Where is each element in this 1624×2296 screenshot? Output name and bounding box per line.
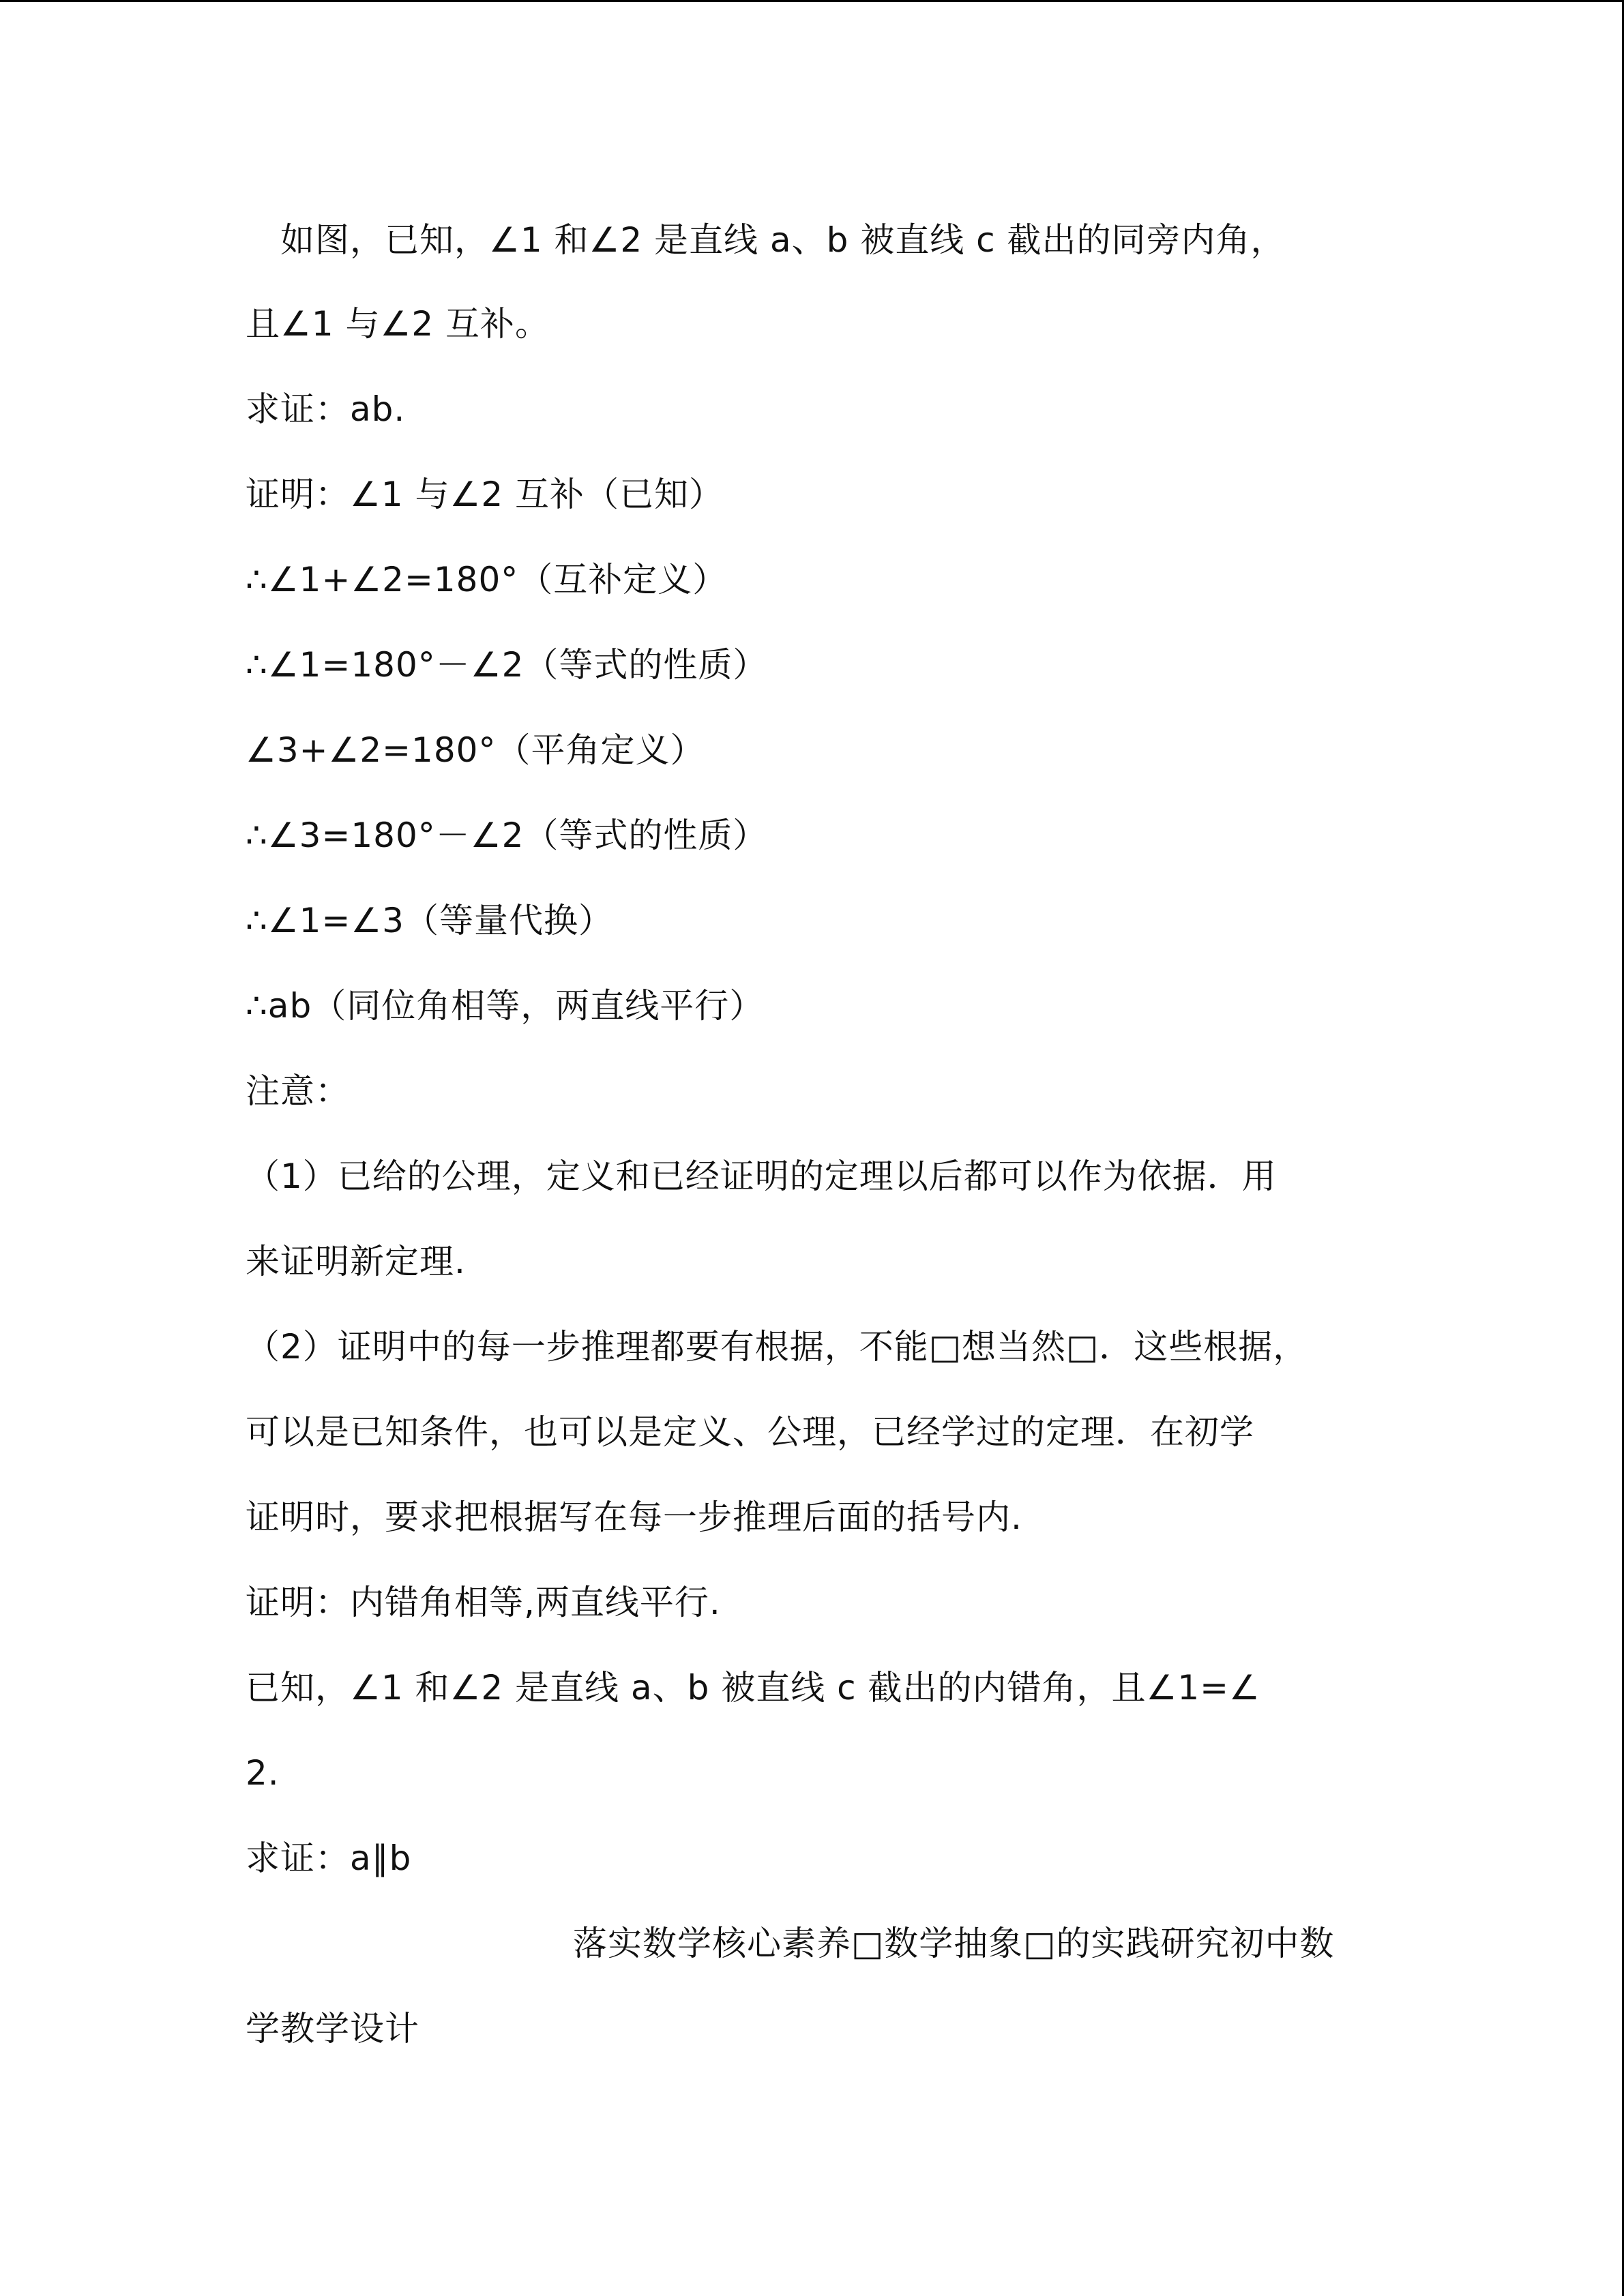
proof-step-2: ∴∠1+∠2=180°（互补定义）: [246, 560, 728, 599]
proof-step-3: ∴∠1=180°－∠2（等式的性质）: [246, 645, 768, 685]
problem-statement-line-2: 且∠1 与∠2 互补。: [246, 304, 550, 344]
note-item-2-line-3: 证明时，要求把根据写在每一步推理后面的括号内.: [246, 1497, 1022, 1537]
note-heading: 注意：: [246, 1071, 350, 1111]
footer-title-line-1: 落实数学核心素养□数学抽象□的实践研究初中数: [573, 1924, 1335, 1963]
note-item-1-line-1: （1）已给的公理，定义和已经证明的定理以后都可以作为依据．用: [246, 1157, 1277, 1196]
given-statement-line-2: 2.: [246, 1753, 280, 1793]
proof-step-6: ∴∠1=∠3（等量代换）: [246, 901, 613, 940]
note-item-2-line-1: （2）证明中的每一步推理都要有根据，不能□想当然□．这些根据，: [246, 1327, 1308, 1367]
proof-step-4: ∠3+∠2=180°（平角定义）: [246, 730, 705, 770]
given-statement-line-1: 已知，∠1 和∠2 是直线 a、b 被直线 c 截出的内错角，且∠1=∠: [246, 1668, 1260, 1708]
note-item-1-line-2: 来证明新定理.: [246, 1242, 466, 1281]
proof-conclusion: ∴ab（同位角相等，两直线平行）: [246, 986, 765, 1026]
theorem-title: 证明：内错角相等,两直线平行.: [246, 1583, 721, 1622]
prove-statement: 求证：ab.: [246, 389, 406, 429]
problem-statement-line-1: 如图，已知，∠1 和∠2 是直线 a、b 被直线 c 截出的同旁内角，: [246, 220, 1286, 260]
prove-parallel-statement: 求证：a∥b: [246, 1838, 412, 1878]
footer-title-line-2: 学教学设计: [246, 2009, 419, 2048]
proof-step-1: 证明：∠1 与∠2 互补（已知）: [246, 475, 724, 514]
proof-step-5: ∴∠3=180°－∠2（等式的性质）: [246, 816, 768, 855]
page-border-top: [0, 0, 1624, 2]
note-item-2-line-2: 可以是已知条件，也可以是定义、公理，已经学过的定理．在初学: [246, 1412, 1254, 1452]
